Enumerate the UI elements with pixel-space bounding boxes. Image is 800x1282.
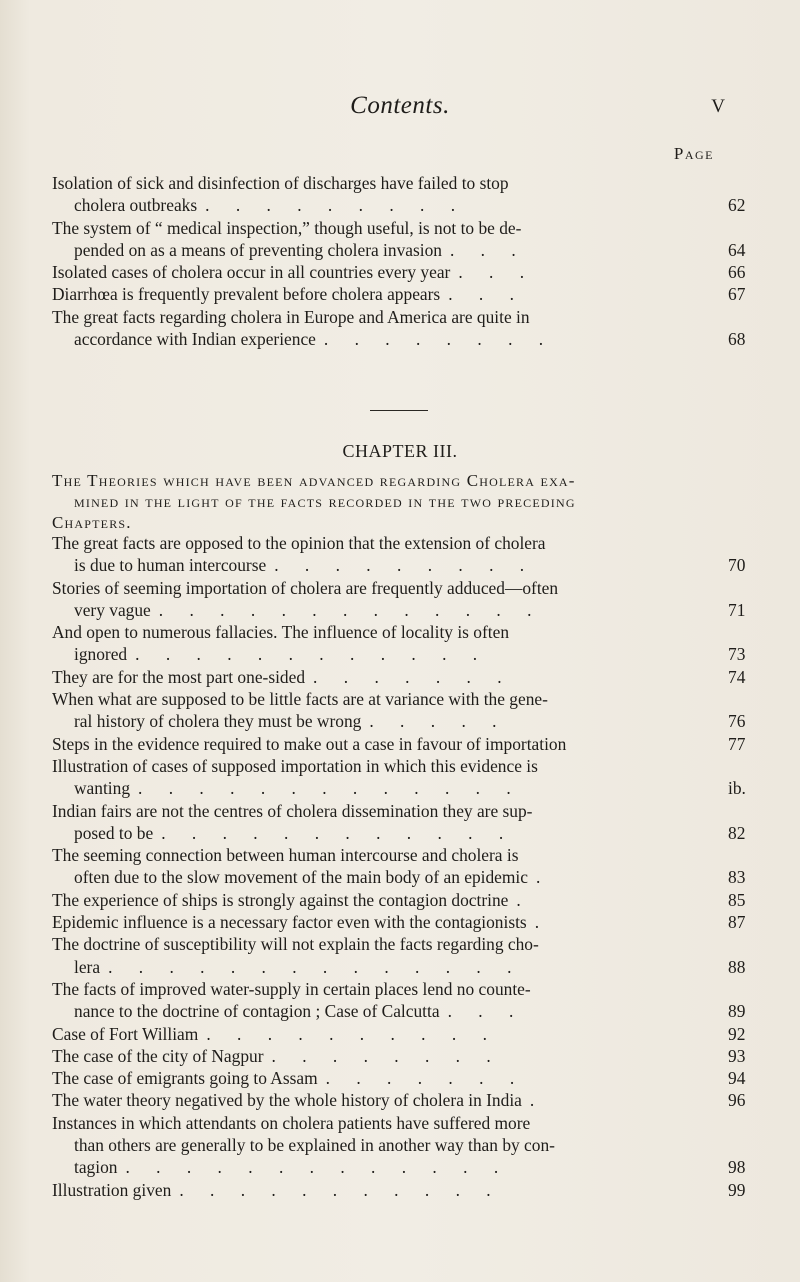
toc-page-number: 98 xyxy=(728,1157,746,1178)
toc-leader-dots: . xyxy=(529,1090,546,1111)
toc-entry-text xyxy=(52,1045,722,1067)
toc-entry-line: nance to the doctrine of contagion ; Case of Calcutta xyxy=(74,1001,440,1022)
toc-leader-dots: . . . . . . . xyxy=(313,666,513,687)
toc-entry-text xyxy=(52,554,722,576)
toc-entry-line: is due to human intercourse xyxy=(74,555,267,576)
toc-entry xyxy=(52,978,746,1023)
toc-entry-line: And open to numerous fallacies. The influence of locality is often xyxy=(52,622,510,643)
toc-entry xyxy=(52,621,746,666)
toc-entry-text xyxy=(52,1112,722,1134)
toc-entry-text xyxy=(52,822,722,844)
toc-entry-text xyxy=(52,755,722,777)
toc-entry-line: pended on as a means of preventing cholera invasion xyxy=(74,239,442,260)
running-title: Contents. xyxy=(350,92,450,119)
toc-page-number: 89 xyxy=(728,1001,746,1022)
toc-page-number: 73 xyxy=(728,644,746,665)
toc-leader-dots: . . . . . xyxy=(369,711,508,732)
toc-entry xyxy=(52,532,746,577)
toc-entry-text xyxy=(52,306,722,328)
toc-entry-line: The case of the city of Nagpur xyxy=(52,1045,264,1066)
toc-page-number: 70 xyxy=(728,555,746,576)
toc-entry-text xyxy=(52,1067,722,1089)
toc-entry-line: Illustration of cases of supposed importation in which this evidence is xyxy=(52,755,538,776)
toc-leader-dots: . . . . . . . . . . . . . . xyxy=(108,956,523,977)
toc-leader-dots: . . . . . . . . . . . . xyxy=(161,822,515,843)
toc-page-number: 99 xyxy=(728,1179,746,1200)
toc-entry xyxy=(52,755,746,800)
toc-entry-text xyxy=(52,599,722,621)
toc-page-number: 77 xyxy=(728,733,746,754)
toc-entry-text xyxy=(52,844,722,866)
toc-page-number: 96 xyxy=(728,1090,746,1111)
toc-leader-dots: . . . . . . . . xyxy=(271,1045,502,1066)
chapter-heading: CHAPTER III. xyxy=(342,441,458,461)
toc-entry-line: The seeming connection between human intercourse and cholera is xyxy=(52,845,519,866)
toc-page-number: 87 xyxy=(728,912,746,933)
toc-entry-line: Stories of seeming importation of cholera are frequently adduced—often xyxy=(52,577,559,598)
toc-entry-line: posed to be xyxy=(74,822,154,843)
toc-entry-text xyxy=(52,866,722,888)
toc-entry-line: The water theory negatived by the whole history of cholera in India xyxy=(52,1090,522,1111)
toc-page-number: 94 xyxy=(728,1068,746,1089)
chapter-description-line: mined in the light of the facts recorded in the two preceding xyxy=(74,492,576,511)
toc-entry xyxy=(52,1089,746,1111)
toc-entry xyxy=(52,1067,746,1089)
toc-entry xyxy=(52,577,746,622)
toc-leader-dots: . . . . . . . xyxy=(325,1068,526,1089)
toc-entry-line: Isolated cases of cholera occur in all countries every year xyxy=(52,262,451,283)
toc-entry-line: They are for the most part one-sided xyxy=(52,666,306,687)
toc-page-number: 67 xyxy=(728,284,746,305)
toc-entry-line: Steps in the evidence required to make out a case in favour of importation xyxy=(52,733,567,754)
toc-entry xyxy=(52,172,746,217)
toc-leader-dots: . . . . . . . . . . . xyxy=(179,1179,502,1200)
toc-entry-line: cholera outbreaks xyxy=(74,195,198,216)
toc-page-number: 83 xyxy=(728,867,746,888)
toc-leader-dots: . . . xyxy=(447,1001,525,1022)
toc-entry-text xyxy=(52,800,722,822)
toc-entry-text xyxy=(52,777,722,799)
toc-entry-line: Indian fairs are not the centres of cholera dissemination they are sup- xyxy=(52,800,533,821)
toc-page-number: 85 xyxy=(728,889,746,910)
toc-leader-dots: . . . . . . . . . . . . . xyxy=(138,778,522,799)
toc-chapter-list xyxy=(52,532,746,1201)
toc-entry xyxy=(52,217,746,262)
page-folio: V xyxy=(711,96,725,117)
toc-leader-dots: . . . . . . . . . . . . . xyxy=(125,1157,510,1178)
toc-entry-line: often due to the slow movement of the main body of an epidemic xyxy=(74,867,528,888)
toc-entry-line: accordance with Indian experience xyxy=(74,329,316,350)
toc-entry-text xyxy=(52,911,722,933)
toc-entry xyxy=(52,666,746,688)
toc-entry-text xyxy=(52,933,722,955)
chapter-description-line: The Theories which have been advanced regarding Cholera exa- xyxy=(52,471,576,490)
toc-leader-dots: . . . . . . . . . . xyxy=(206,1023,498,1044)
toc-entry-line: Illustration given xyxy=(52,1179,172,1200)
toc-page-number: 64 xyxy=(728,239,746,260)
toc-entry xyxy=(52,733,746,755)
toc-entry-text xyxy=(52,239,722,261)
toc-entry-line: ignored xyxy=(74,644,128,665)
toc-entry-text xyxy=(52,172,722,194)
toc-leader-dots: . . . . . . . . xyxy=(323,329,555,350)
toc-entry xyxy=(52,306,746,351)
toc-entry-text xyxy=(52,956,722,978)
toc-top-list xyxy=(52,172,746,350)
toc-entry-text xyxy=(52,577,722,599)
toc-entry-line: Diarrhœa is frequently prevalent before cholera appears xyxy=(52,284,441,305)
toc-entry xyxy=(52,933,746,978)
toc-entry xyxy=(52,844,746,889)
toc-entry-line: Instances in which attendants on cholera patients have suffered more xyxy=(52,1112,531,1133)
toc-entry-text xyxy=(52,643,722,665)
toc-entry-text xyxy=(52,194,722,216)
toc-entry xyxy=(52,1179,746,1201)
chapter-description-line: Chapters. xyxy=(52,513,132,532)
toc-entry-line: The case of emigrants going to Assam xyxy=(52,1068,318,1089)
toc-leader-dots: . . . . . . . . . . . . . xyxy=(158,599,543,620)
toc-entry-line: lera xyxy=(74,956,101,977)
toc-page-number: 71 xyxy=(728,599,746,620)
toc-entry-text xyxy=(52,261,722,283)
toc-page-number: 62 xyxy=(728,195,746,216)
toc-entry-text xyxy=(52,889,722,911)
toc-entry-line: wanting xyxy=(74,778,131,799)
toc-entry-text xyxy=(52,621,722,643)
toc-entry-text xyxy=(52,710,722,732)
toc-page-number: ib. xyxy=(728,778,746,799)
page-column-label: Page xyxy=(673,144,714,163)
toc-entry-text xyxy=(52,217,722,239)
running-head xyxy=(0,92,800,124)
toc-entry-line: The doctrine of susceptibility will not explain the facts regarding cho- xyxy=(52,934,539,955)
toc-leader-dots: . xyxy=(516,889,532,910)
section-divider xyxy=(370,410,428,411)
toc-entry-text xyxy=(52,1023,722,1045)
toc-entry xyxy=(52,688,746,733)
toc-leader-dots: . . . . . . . . . . . . xyxy=(135,644,489,665)
toc-entry xyxy=(52,283,746,305)
toc-page-number: 74 xyxy=(728,666,746,687)
toc-leader-dots: . . . . . . . . . xyxy=(274,555,536,576)
toc-entry-text xyxy=(52,283,722,305)
toc-entry-line: ral history of cholera they must be wrong xyxy=(74,711,362,732)
toc-entry-text xyxy=(52,666,722,688)
toc-leader-dots: . . . . . . . . . xyxy=(205,195,467,216)
toc-entry xyxy=(52,911,746,933)
toc-entry-line: The great facts are opposed to the opinion that the extension of cholera xyxy=(52,533,546,553)
toc-entry-text xyxy=(52,688,722,710)
toc-leader-dots: . . . xyxy=(448,284,525,305)
toc-entry-line: tagion xyxy=(74,1157,118,1178)
toc-entry-line: The experience of ships is strongly against the contagion doctrine xyxy=(52,889,509,910)
toc-page-number: 88 xyxy=(728,956,746,977)
toc-entry-text xyxy=(52,1134,722,1156)
toc-entry-text xyxy=(52,1179,722,1201)
toc-entry-line: than others are generally to be explained in another way than by con- xyxy=(74,1135,555,1156)
toc-leader-dots: . xyxy=(534,912,551,933)
toc-page-number: 66 xyxy=(728,262,746,283)
toc-entry-line: The facts of improved water-supply in certain places lend no counte- xyxy=(52,978,531,999)
toc-entry xyxy=(52,889,746,911)
toc-entry-line: Epidemic influence is a necessary factor even with the contagionists xyxy=(52,912,527,933)
toc-leader-dots: . . . xyxy=(449,239,527,260)
toc-entry-line: When what are supposed to be little facts are at variance with the gene- xyxy=(52,689,548,710)
toc-entry-text xyxy=(52,1089,722,1111)
toc-entry-text xyxy=(52,1156,722,1178)
toc-entry-text xyxy=(52,328,722,350)
toc-leader-dots: . xyxy=(535,867,552,888)
toc-entry-line: The great facts regarding cholera in Europe and America are quite in xyxy=(52,306,530,327)
toc-page-number: 93 xyxy=(728,1045,746,1066)
toc-entry-text xyxy=(52,532,722,554)
toc-entry xyxy=(52,1023,746,1045)
toc-entry-text xyxy=(52,733,722,755)
toc-page-number: 68 xyxy=(728,329,746,350)
toc-entry-text xyxy=(52,1000,722,1022)
toc-entry-line: The system of “ medical inspection,” though useful, is not to be de- xyxy=(52,217,522,238)
toc-entry-line: Isolation of sick and disinfection of discharges have failed to stop xyxy=(52,173,509,193)
toc-entry xyxy=(52,800,746,845)
toc-entry-line: very vague xyxy=(74,599,151,620)
chapter-description xyxy=(52,470,742,533)
toc-page-number: 82 xyxy=(728,822,746,843)
toc-page-number: 76 xyxy=(728,711,746,732)
toc-entry xyxy=(52,261,746,283)
toc-leader-dots: . . . xyxy=(458,262,536,283)
toc-page-number: 92 xyxy=(728,1023,746,1044)
toc-entry-text xyxy=(52,978,722,1000)
toc-entry xyxy=(52,1045,746,1067)
toc-entry-line: Case of Fort William xyxy=(52,1023,199,1044)
toc-entry xyxy=(52,1112,746,1179)
